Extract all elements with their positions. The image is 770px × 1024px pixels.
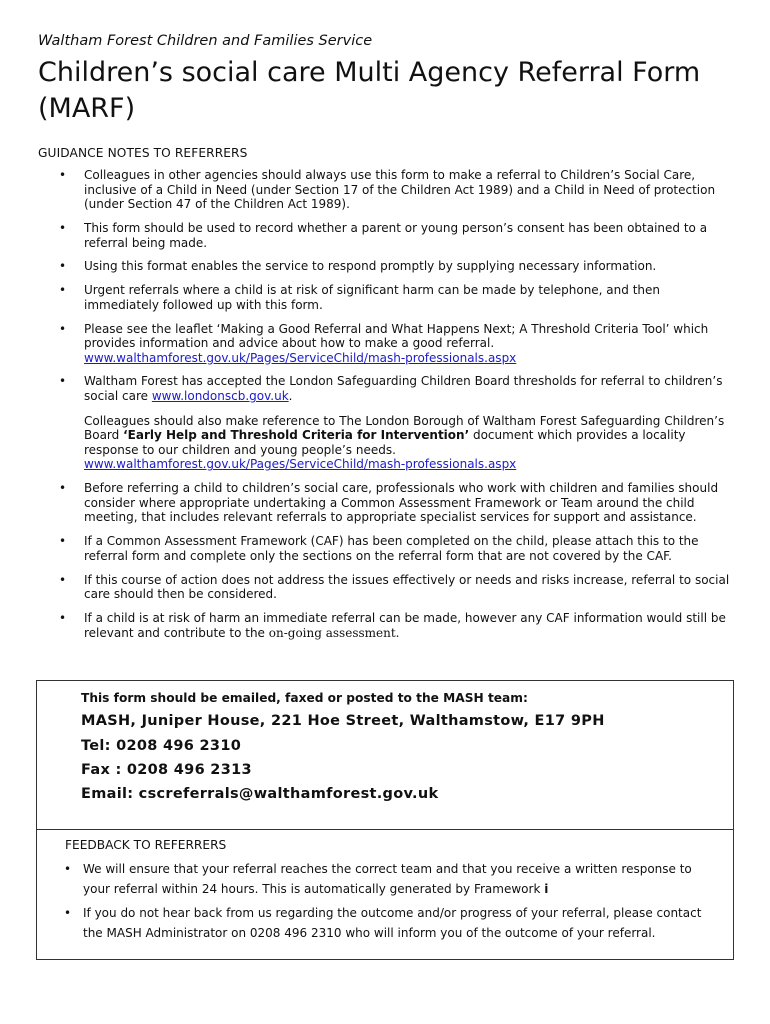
mash-contact-box [36, 680, 734, 960]
page-title: Children’s social care Multi Agency Referral Form (MARF) [38, 57, 701, 124]
bullet-icon: • [64, 906, 72, 920]
mash-professionals-link-2[interactable]: www.walthamforest.gov.uk/Pages/ServiceChild/mash-professionals.aspx [84, 457, 517, 472]
mash-contact-section [37, 681, 733, 830]
guidance-item: • Colleagues in other agencies should always use this form to make a referral to Children’s Social Care, inclusive of a Child in Need (under Section 17 of the Children Act 1989) and a Child in Need of protection (under Section 47 of the Children Act 1989). [59, 168, 716, 212]
guidance-item: • Using this format enables the service to respond promptly by supplying necessary information. [59, 259, 657, 274]
londonscb-link[interactable]: www.londonscb.gov.uk [151, 389, 289, 404]
guidance-item: • Before referring a child to children’s social care, professionals who work with children and families should consider where appropriate undertaking a Common Assessment Framework or Team around the child meeting, that includes relevant referrals to appropriate specialist services for support and assistance. [59, 481, 719, 525]
bullet-icon: • [59, 374, 67, 389]
guidance-item: • Waltham Forest has accepted the London Safeguarding Children Board thresholds for referral to children’s social care www.londonscb.gov.uk. Colleagues should also make reference to The London Borough of Waltham Forest Safeguarding Children’s Board ‘Early Help and Threshold Criteria for Intervention’ document which provides a locality response to our children and young people’s needs. www.walthamforest.gov.uk/Pages/ServiceChild/mash-professionals.aspx [59, 374, 725, 472]
bullet-icon: • [64, 862, 72, 876]
mash-telephone: Tel: 0208 496 2310 [81, 738, 242, 754]
guidance-item: • If a child is at risk of harm an immediate referral can be made, however any CAF information would still be relevant and contribute to the on-going assessment. [59, 610, 726, 640]
guidance-item: • Urgent referrals where a child is at risk of significant harm can be made by telephone, and then immediately followed up with this form. [59, 283, 660, 312]
bullet-icon: • [59, 168, 67, 182]
organisation-name: Waltham Forest Children and Families Service [38, 33, 373, 49]
feedback-list [61, 859, 711, 947]
bullet-icon: • [59, 259, 67, 274]
feedback-item: • We will ensure that your referral reaches the correct team and that you receive a written response to your referral within 24 hours. This is automatically generated by Framework i [61, 859, 711, 899]
guidance-item: • Please see the leaflet ‘Making a Good Referral and What Happens Next; A Threshold Criteria Tool’ which provides information and advice about how to make a good referral. www.walthamforest.gov.uk/Pages/ServiceChild/mash-professionals.aspx [59, 321, 709, 365]
bullet-icon: • [59, 534, 67, 549]
guidance-item: • If a Common Assessment Framework (CAF) has been completed on the child, please attach this to the referral form and complete only the sections on the referral form that are not covered by the CAF. [59, 534, 699, 563]
mash-fax: Fax : 0208 496 2313 [81, 762, 252, 778]
mash-professionals-link[interactable]: www.walthamforest.gov.uk/Pages/ServiceChild/mash-professionals.aspx [84, 350, 517, 365]
threshold-document-title: ‘Early Help and Threshold Criteria for Intervention’ [123, 428, 470, 443]
guidance-heading: GUIDANCE NOTES TO REFERRERS [38, 146, 248, 160]
mash-email: Email: cscreferrals@walthamforest.gov.uk [81, 786, 439, 802]
mash-address: MASH, Juniper House, 221 Hoe Street, Walthamstow, E17 9PH [81, 713, 605, 729]
bullet-icon: • [59, 481, 67, 496]
guidance-item: • If this course of action does not address the issues effectively or needs and risks increase, referral to social care should then be considered. [59, 572, 730, 602]
feedback-heading: FEEDBACK TO REFERRERS [65, 838, 227, 852]
bullet-icon: • [59, 572, 67, 587]
feedback-item: • If you do not hear back from us regarding the outcome and/or progress of your referral, please contact the MASH Administrator on 0208 496 2310 who will inform you of the outcome of your referral. [61, 903, 711, 943]
bullet-icon: • [59, 610, 67, 625]
guidance-item: • This form should be used to record whether a parent or young person’s consent has been obtained to a referral being made. [59, 220, 708, 250]
bullet-icon: • [59, 321, 67, 336]
guidance-list [38, 168, 738, 649]
bullet-icon: • [59, 220, 67, 235]
bullet-icon: • [59, 283, 67, 298]
send-instructions: This form should be emailed, faxed or posted to the MASH team: [81, 691, 528, 705]
